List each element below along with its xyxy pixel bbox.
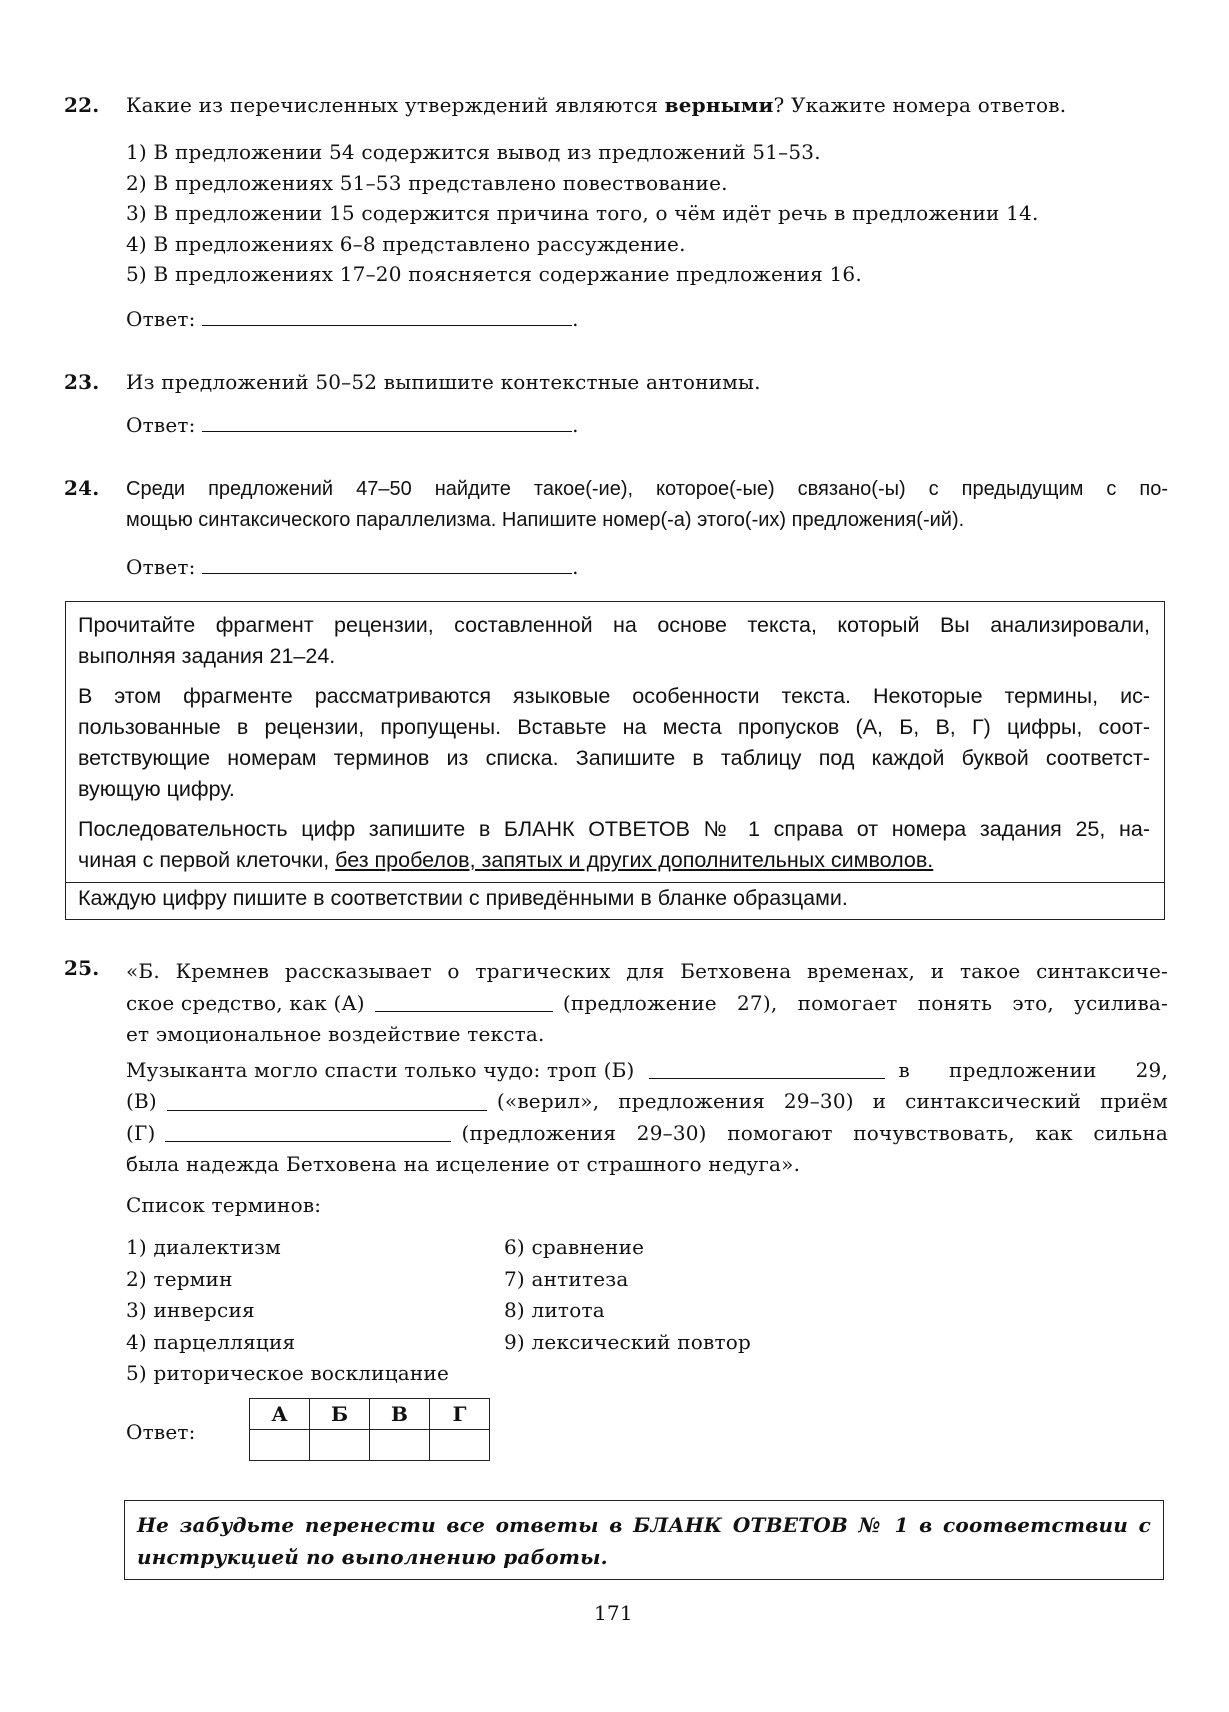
- term-text: сравнение: [531, 1235, 645, 1259]
- term-number: 7): [504, 1266, 525, 1291]
- q25-line2: [126, 988, 1168, 1020]
- q22-number: 22.: [64, 93, 100, 117]
- q23-answer: Ответ: .: [126, 413, 579, 437]
- q25-line6-start: (Г): [126, 1120, 156, 1145]
- instruction-box: [65, 601, 1165, 920]
- instruction-p2-line1: В этом фрагменте рассматриваются языковые особенности текста. Некоторые термины, ис-: [78, 684, 1150, 708]
- option-text: В предложениях 17–20 поясняется содержание предложения 16.: [153, 262, 862, 286]
- term-number: 6): [504, 1235, 525, 1259]
- q25-line2-end: (предложение 27), помогает понять это, усилива-: [562, 990, 1168, 1015]
- q25-line3: ет эмоциональное воздействие текста.: [126, 1022, 545, 1046]
- q22-option-2: [126, 168, 1039, 199]
- reminder-line2: инструкцией по выполнению работы.: [137, 1545, 608, 1569]
- terms-list-left: [126, 1232, 449, 1390]
- term-6: [504, 1232, 751, 1264]
- option-number: 1): [126, 140, 147, 164]
- q25-answer-table: [249, 1398, 490, 1461]
- term-text: риторическое восклицание: [153, 1361, 449, 1385]
- q25-number: 25.: [64, 956, 100, 980]
- q24-prompt-line2: мощью синтаксического параллелизма. Напишите номер(-а) этого(-их) предложения(-ий).: [126, 509, 965, 531]
- q24-prompt-line1: Среди предложений 47–50 найдите такое(-ие), которое(-ые) связано(-ы) с предыдущим с по-: [126, 478, 1168, 500]
- q24-prompt: [126, 474, 1168, 536]
- option-number: 4): [126, 231, 147, 256]
- term-text: парцелляция: [153, 1329, 296, 1354]
- q22-option-3: [126, 198, 1039, 229]
- answer-cell-b[interactable]: [310, 1430, 370, 1461]
- option-text: В предложении 15 содержится причина того, о чём идёт речь в предложении 14.: [153, 201, 1039, 225]
- term-number: 1): [126, 1235, 147, 1259]
- term-text: антитеза: [531, 1266, 629, 1291]
- answer-label: Ответ:: [126, 307, 196, 331]
- q23-prompt: Из предложений 50–52 выпишите контекстные антонимы.: [126, 370, 761, 394]
- answer-table-header-row: [250, 1399, 490, 1430]
- answer-cell-a[interactable]: [250, 1430, 310, 1461]
- term-number: 2): [126, 1266, 147, 1291]
- q25-answer-label: Ответ:: [126, 1420, 196, 1444]
- term-1: [126, 1232, 449, 1264]
- q25-line5-end: («верил», предложения 29–30) и синтаксический приём: [496, 1089, 1168, 1113]
- q25-line5: [126, 1086, 1168, 1118]
- answer-label: Ответ:: [126, 555, 196, 579]
- instruction-p1-line2: выполняя задания 21–24.: [78, 644, 336, 668]
- term-5: [126, 1358, 449, 1390]
- page-number: 171: [594, 1601, 633, 1625]
- q25-line1: «Б. Кремнев рассказывает о трагических для Бетховена временах, и такое синтаксиче-: [126, 959, 1168, 983]
- blank-b[interactable]: [649, 1077, 885, 1079]
- q25-line4-start: Музыканта могло спасти только чудо: троп (Б): [126, 1057, 635, 1082]
- term-number: 3): [126, 1298, 147, 1322]
- q22-prompt-bold: верными: [664, 93, 774, 117]
- term-3: [126, 1295, 449, 1327]
- instruction-p4: Каждую цифру пишите в соответствии с приведёнными в бланке образцами.: [66, 882, 1164, 914]
- answer-table-header-g: Г: [430, 1399, 490, 1430]
- answer-label: Ответ:: [126, 413, 196, 437]
- answer-cell-v[interactable]: [370, 1430, 430, 1461]
- q24-number: 24.: [64, 476, 100, 500]
- instruction-p3-underlined: без пробелов, запятых и других дополнительных символов.: [335, 848, 934, 872]
- term-4: [126, 1327, 449, 1359]
- q22-prompt-start: Какие из перечисленных утверждений являются: [126, 93, 665, 117]
- instruction-p2-line4: вующую цифру.: [78, 777, 235, 801]
- answer-table-header-a: А: [250, 1399, 310, 1430]
- reminder-box: [124, 1500, 1164, 1580]
- q24-answer-field[interactable]: [202, 572, 572, 574]
- q25-line5-start: (В): [126, 1089, 157, 1113]
- q23-number: 23.: [64, 370, 100, 394]
- option-text: В предложениях 51–53 представлено повествование.: [153, 170, 728, 195]
- term-7: [504, 1264, 751, 1296]
- q25-line6: [126, 1118, 1168, 1150]
- term-number: 5): [126, 1361, 147, 1385]
- instruction-p3-line2: [78, 845, 1150, 876]
- blank-a[interactable]: [375, 1010, 553, 1012]
- q22-prompt-end: ? Укажите номера ответов.: [773, 93, 1067, 117]
- q22-option-4: [126, 229, 1039, 260]
- terms-title: Список терминов:: [126, 1193, 322, 1217]
- term-9: [504, 1327, 751, 1359]
- q25-line7: была надежда Бетховена на исцеление от страшного недуга».: [126, 1152, 801, 1176]
- q22-answer-field[interactable]: [202, 324, 572, 326]
- answer-table-input-row: [250, 1430, 490, 1461]
- q22-prompt: [126, 93, 1066, 117]
- reminder-line1: Не забудьте перенести все ответы в БЛАНК ОТВЕТОВ № 1 в соответствии с: [137, 1513, 1151, 1537]
- option-text: В предложении 54 содержится вывод из предложений 51–53.: [153, 140, 821, 164]
- instruction-p3-line1: Последовательность цифр запишите в БЛАНК ОТВЕТОВ № 1 справа от номера задания 25, на-: [78, 817, 1150, 841]
- blank-v[interactable]: [167, 1109, 487, 1111]
- q25-line6-end: (предложения 29–30) помогают почувствовать, как сильна: [461, 1120, 1168, 1145]
- q25-line2-start: ское средство, как (А): [126, 990, 365, 1015]
- q22-option-5: [126, 259, 1039, 290]
- term-text: термин: [153, 1266, 233, 1291]
- option-text: В предложениях 6–8 представлено рассуждение.: [153, 231, 686, 256]
- q25-line4-end: в предложении 29,: [898, 1057, 1168, 1082]
- q25-line4: [126, 1055, 1168, 1087]
- term-text: литота: [531, 1298, 605, 1322]
- term-text: диалектизм: [153, 1235, 281, 1259]
- term-2: [126, 1264, 449, 1296]
- q22-option-1: [126, 137, 1039, 168]
- q24-answer: Ответ: .: [126, 555, 579, 579]
- option-number: 2): [126, 170, 147, 195]
- option-number: 3): [126, 201, 147, 225]
- q23-answer-field[interactable]: [202, 430, 572, 432]
- term-number: 9): [504, 1329, 525, 1354]
- term-number: 8): [504, 1298, 525, 1322]
- term-8: [504, 1295, 751, 1327]
- instruction-p2-line3: ветствующие номерам терминов из списка. Запишите в таблицу под каждой буквой соответст-: [78, 746, 1150, 770]
- instruction-p2-line2: пользованные в рецензии, пропущены. Вставьте на места пропусков (А, Б, В, Г) цифры, соот-: [78, 715, 1150, 739]
- answer-table-header-v: В: [370, 1399, 430, 1430]
- answer-cell-g[interactable]: [430, 1430, 490, 1461]
- blank-g[interactable]: [165, 1140, 451, 1142]
- instruction-p1-line1: Прочитайте фрагмент рецензии, составленной на основе текста, который Вы анализировали,: [78, 613, 1150, 637]
- instruction-p3-plain: чиная с первой клеточки,: [78, 848, 336, 872]
- option-number: 5): [126, 262, 147, 286]
- term-text: инверсия: [153, 1298, 255, 1322]
- term-number: 4): [126, 1329, 147, 1354]
- q25-review-text: [126, 956, 1168, 1181]
- q22-options: [126, 137, 1039, 290]
- q22-answer: Ответ: .: [126, 307, 579, 331]
- term-text: лексический повтор: [531, 1329, 751, 1354]
- answer-table-header-b: Б: [310, 1399, 370, 1430]
- terms-list-right: [504, 1232, 751, 1358]
